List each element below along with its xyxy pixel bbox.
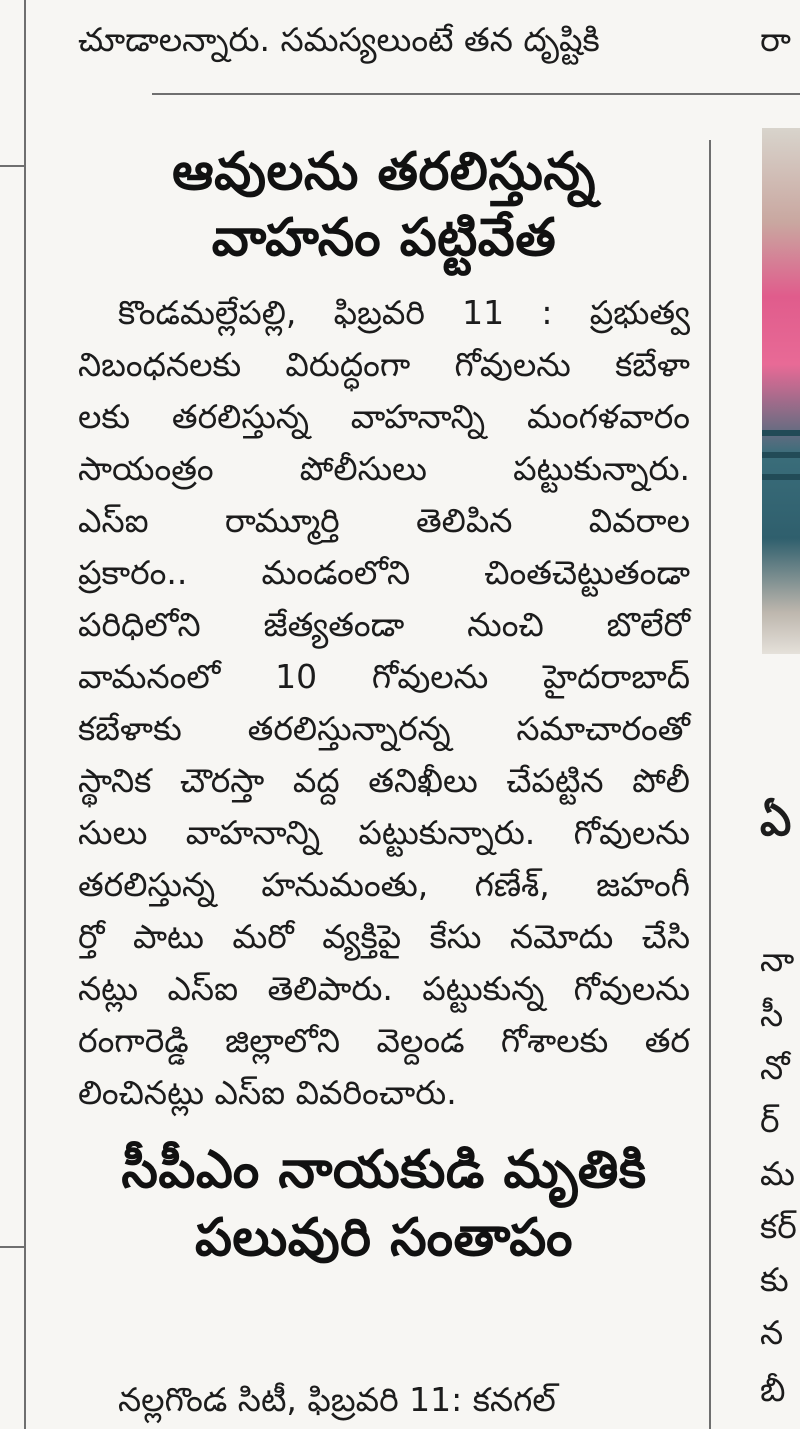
article-2-headline-line-2: పలువురి సంతాపం xyxy=(194,1208,574,1268)
photo-detail-stripe xyxy=(762,474,800,480)
article-2-headline-line-1: సీపీఎం నాయకుడి మృతికి xyxy=(121,1140,647,1200)
article-1-headline-line-2: వాహనం పట్టివేత xyxy=(211,208,557,268)
article-1-line: సాయంత్రం పోలీసులు పట్టుకున్నారు. xyxy=(78,449,690,488)
left-column-rule xyxy=(24,0,26,1429)
article-1-line: నిబంధనలకు విరుద్ధంగా గోవులను కబేళా xyxy=(78,345,690,384)
article-1-line: నట్లు ఎస్ఐ తెలిపారు. పట్టుకున్న గోవులను xyxy=(78,969,690,1008)
right-column-line: కు xyxy=(760,1260,789,1299)
right-column-line: బీ xyxy=(760,1370,786,1409)
right-column-top-fragment: రా xyxy=(760,20,791,59)
photo-detail-stripe xyxy=(762,430,800,436)
article-1-line: లకు తరలిస్తున్న వాహనాన్ని మంగళవారం xyxy=(78,397,690,436)
right-column-line: నా xyxy=(760,940,795,979)
right-column-line: నో xyxy=(760,1048,790,1087)
right-column-line: కర్ xyxy=(760,1207,797,1246)
photo-detail-stripe xyxy=(762,452,800,458)
article-2-first-line: నల్లగొండ సిటీ, ఫిబ్రవరి 11: కనగల్ xyxy=(118,1380,556,1419)
article-1-line: కబేళాకు తరలిస్తున్నారన్న సమాచారంతో xyxy=(78,709,690,748)
left-column-tick-top xyxy=(0,165,24,167)
article-1-line: కొండమల్లేపల్లి, ఫిబ్రవరి 11 : ప్రభుత్వ xyxy=(118,293,690,332)
right-column-line: ర్ xyxy=(760,1101,780,1140)
article-1-line: ఎస్ఐ రామ్మూర్తి తెలిపిన వివరాల xyxy=(78,501,690,540)
article-1-line: ర్తో పాటు మరో వ్యక్తిపై కేసు నమోదు చేసి xyxy=(78,917,690,956)
article-1-line: తరలిస్తున్న హనుమంతు, గణేశ్, జహంగీ xyxy=(78,865,690,904)
news-photo xyxy=(762,128,800,654)
article-1-line: పరిధిలోని జేత్యతండా నుంచి బొలేరో xyxy=(78,605,690,644)
article-1-line: ప్రకారం.. మండంలోని చింతచెట్టుతండా xyxy=(78,553,690,592)
left-column-tick-bottom xyxy=(0,1246,24,1248)
article-1-line: సులు వాహనాన్ని పట్టుకున్నారు. గోవులను xyxy=(78,813,690,852)
article-1-line: లించినట్లు ఎస్ఐ వివరించారు. xyxy=(78,1073,457,1112)
article-1-headline-line-1: ఆవులను తరలిస్తున్న xyxy=(172,142,596,202)
article-1-line: స్థానిక చౌరస్తా వద్ద తనిఖీలు చేపట్టిన పోలీ xyxy=(78,761,690,800)
right-column-line: సీ xyxy=(760,995,784,1034)
right-column-line: న xyxy=(760,1313,784,1352)
section-divider xyxy=(152,93,800,95)
article-1-line: వామనంలో 10 గోవులను హైదరాబాద్ xyxy=(78,657,690,696)
middle-column-rule xyxy=(709,140,711,1429)
article-1-line: రంగారెడ్డి జిల్లాలోని వెల్దండ గోశాలకు తర xyxy=(78,1021,690,1060)
right-column-line: మ xyxy=(760,1154,795,1193)
right-column-heading-fragment: ఏ xyxy=(760,795,792,846)
previous-article-last-line: చూడాలన్నారు. సమస్యలుంటే తన దృష్టికి xyxy=(78,20,600,59)
